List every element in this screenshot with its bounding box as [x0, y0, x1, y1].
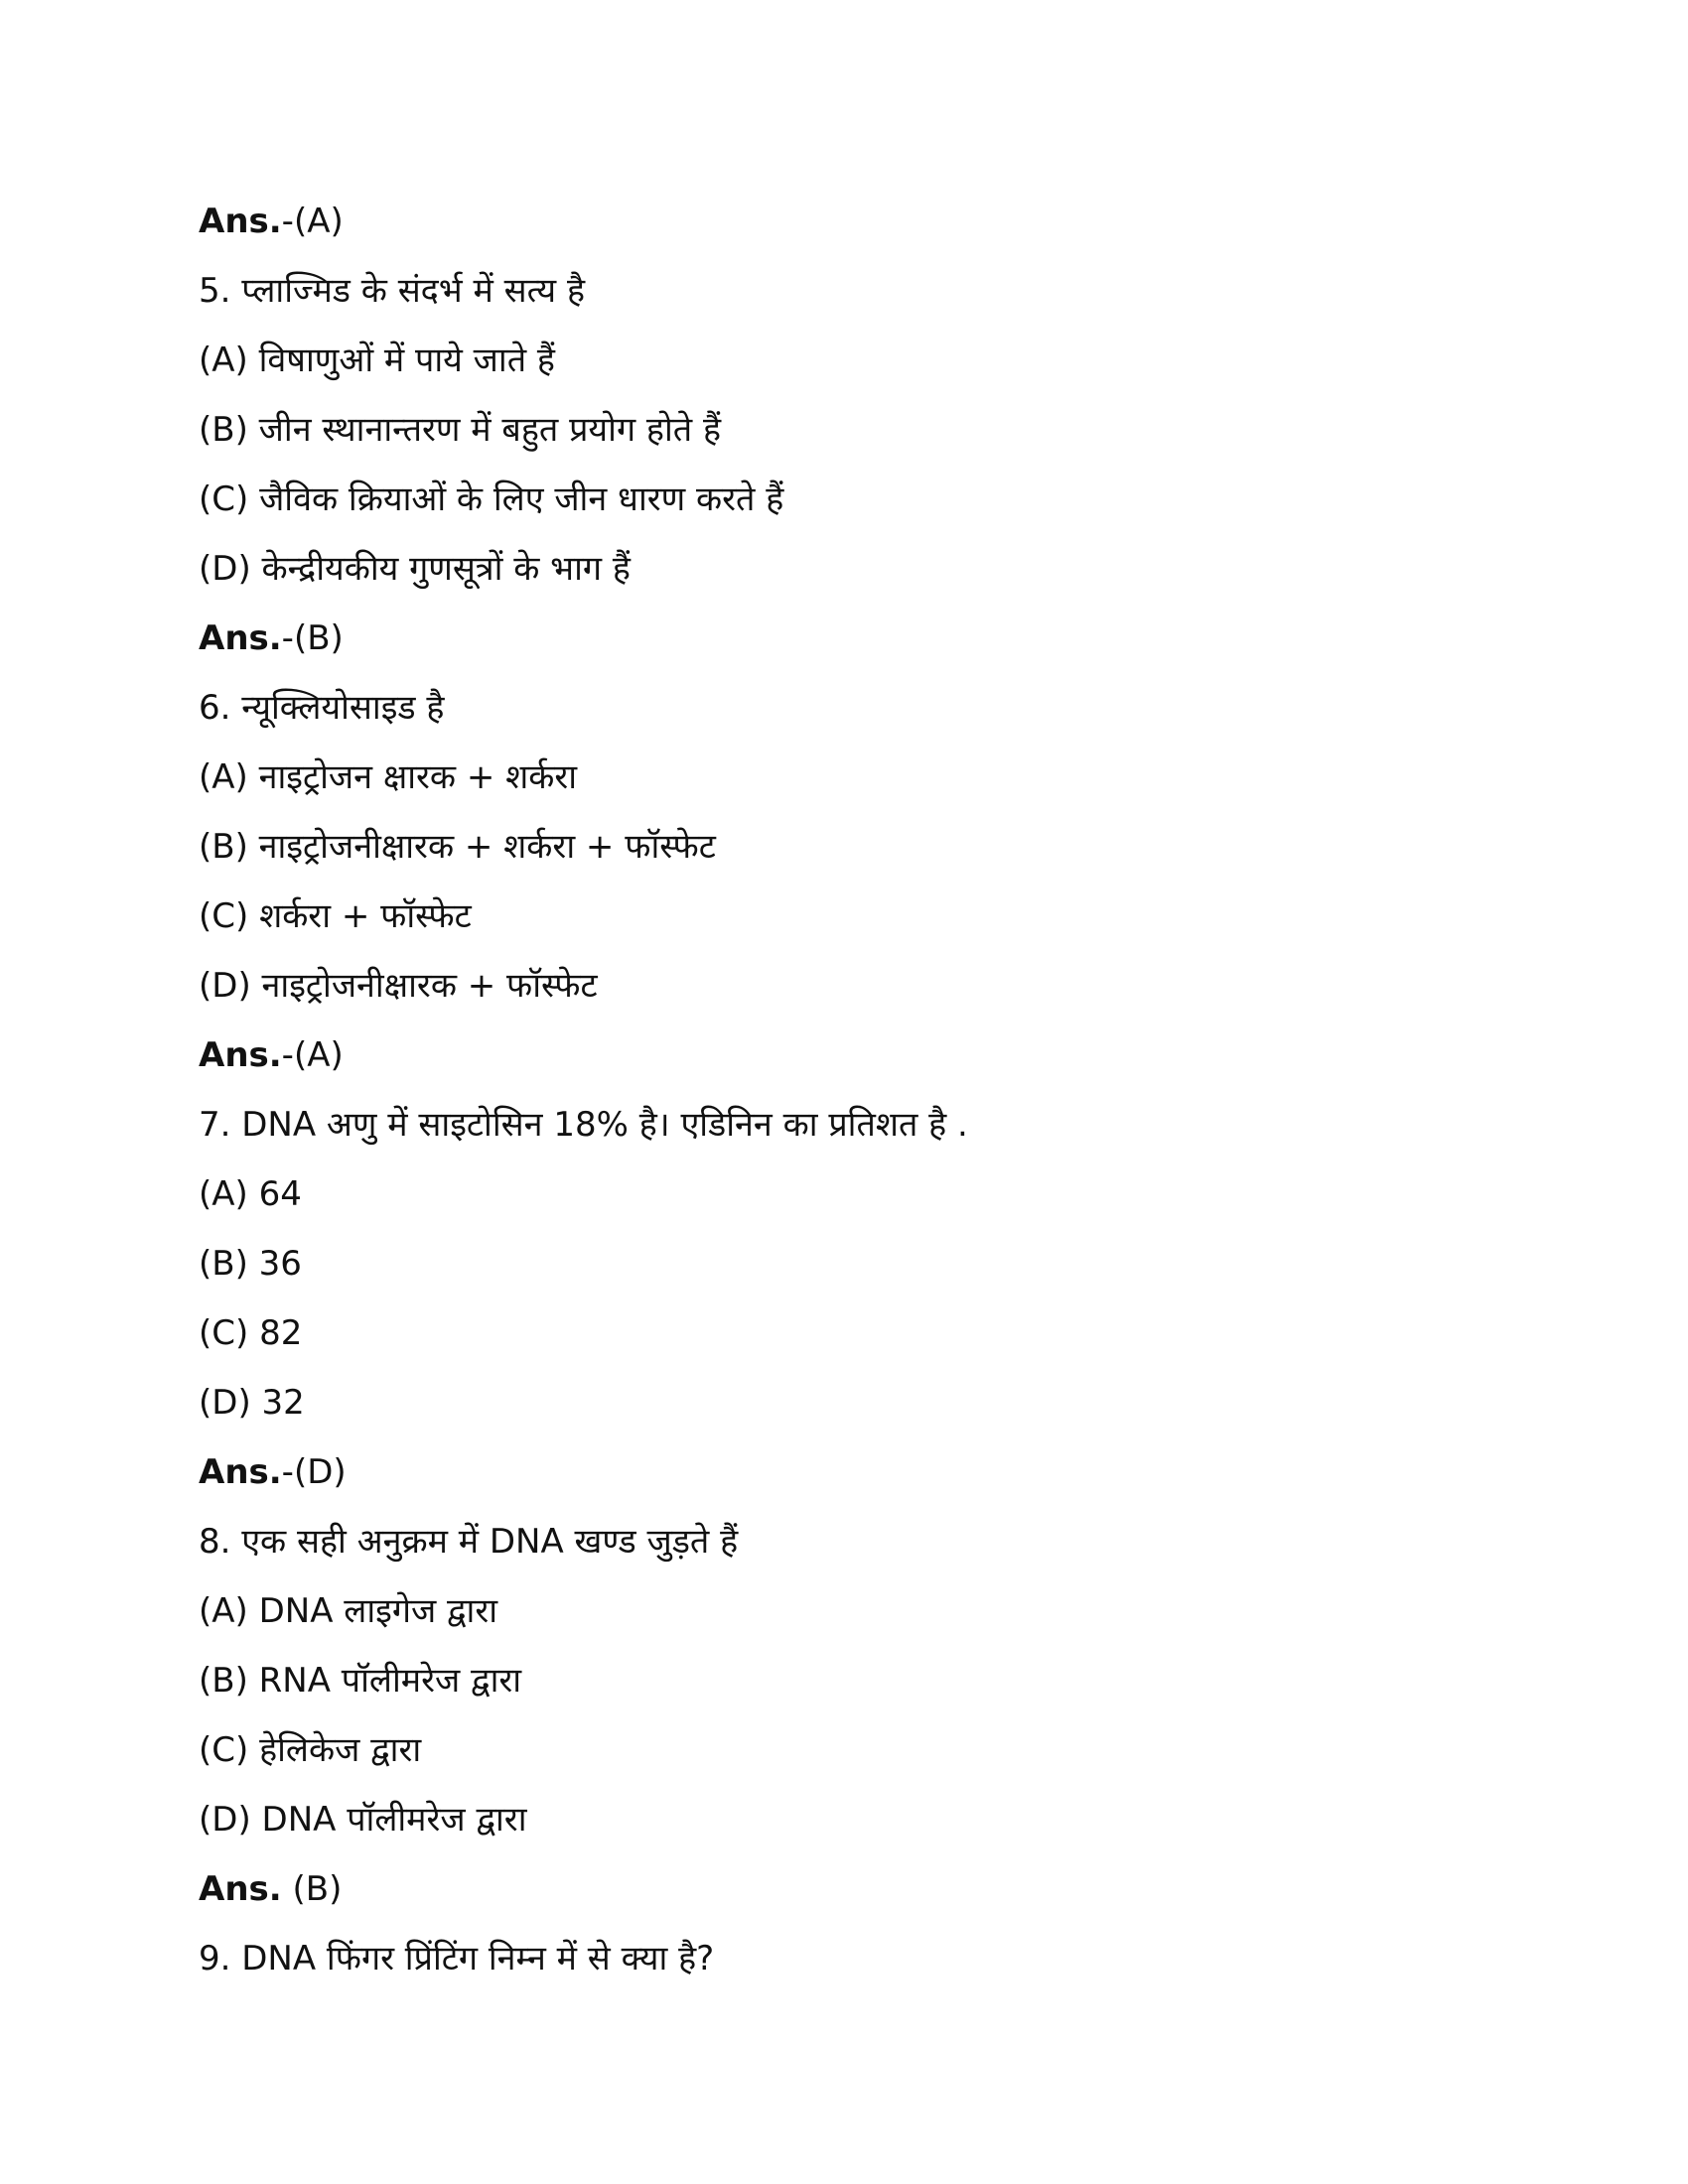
- answer-line: [199, 1445, 1489, 1515]
- option-text: (D) 32: [199, 1383, 305, 1423]
- question-text: 7. DNA अणु में साइटोसिन 18% है। एडिनिन का प्रतिशत है .: [199, 1105, 968, 1145]
- option-text: (B) नाइट्रोजनीक्षारक + शर्करा + फॉस्फेट: [199, 827, 716, 867]
- option-text: (D) नाइट्रोजनीक्षारक + फॉस्फेट: [199, 966, 598, 1006]
- option-text: (A) नाइट्रोजन क्षारक + शर्करा: [199, 757, 578, 797]
- answer-line: [199, 612, 1489, 681]
- answer-label: Ans.: [199, 1452, 282, 1492]
- option-text: (B) जीन स्थानान्तरण में बहुत प्रयोग होते हैं: [199, 410, 721, 450]
- option-text: (C) 82: [199, 1313, 303, 1353]
- answer-line: [199, 195, 1489, 264]
- question-text: 8. एक सही अनुक्रम में DNA खण्ड जुड़ते हैं: [199, 1522, 739, 1562]
- option-text: (C) जैविक क्रियाओं के लिए जीन धारण करते हैं: [199, 479, 784, 519]
- answer-line: [199, 1028, 1489, 1098]
- option-text: (B) 36: [199, 1244, 302, 1284]
- question-text: 6. न्यूक्लियोसाइड है: [199, 688, 445, 728]
- option-text: (A) DNA लाइगेज द्वारा: [199, 1591, 498, 1631]
- question-text: 5. प्लाज्मिड के संदर्भ में सत्य है: [199, 271, 586, 311]
- option-text: (A) विषाणुओं में पाये जाते हैं: [199, 341, 555, 380]
- option-text: (D) DNA पॉलीमरेज द्वारा: [199, 1800, 527, 1840]
- answer-label: Ans.: [199, 618, 282, 658]
- answer-value: -(B): [281, 618, 344, 658]
- answer-label: Ans.: [199, 1869, 282, 1909]
- answer-label: Ans.: [199, 1035, 282, 1075]
- answer-value: -(A): [281, 1035, 344, 1075]
- answer-line: [199, 1862, 1489, 1932]
- question-text: 9. DNA फिंगर प्रिंटिंग निम्न में से क्या है?: [199, 1939, 715, 1979]
- answer-value: -(A): [281, 202, 344, 241]
- option-text: (C) शर्करा + फॉस्फेट: [199, 896, 472, 936]
- answer-label: Ans.: [199, 202, 282, 241]
- answer-value: -(D): [281, 1452, 347, 1492]
- option-text: (A) 64: [199, 1174, 302, 1214]
- answer-value: (B): [281, 1869, 343, 1909]
- option-text: (B) RNA पॉलीमरेज द्वारा: [199, 1661, 522, 1701]
- question-list: [199, 195, 1489, 2001]
- option-text: (C) हेलिकेज द्वारा: [199, 1730, 422, 1770]
- option-text: (D) केन्द्रीयकीय गुणसूत्रों के भाग हैं: [199, 549, 631, 589]
